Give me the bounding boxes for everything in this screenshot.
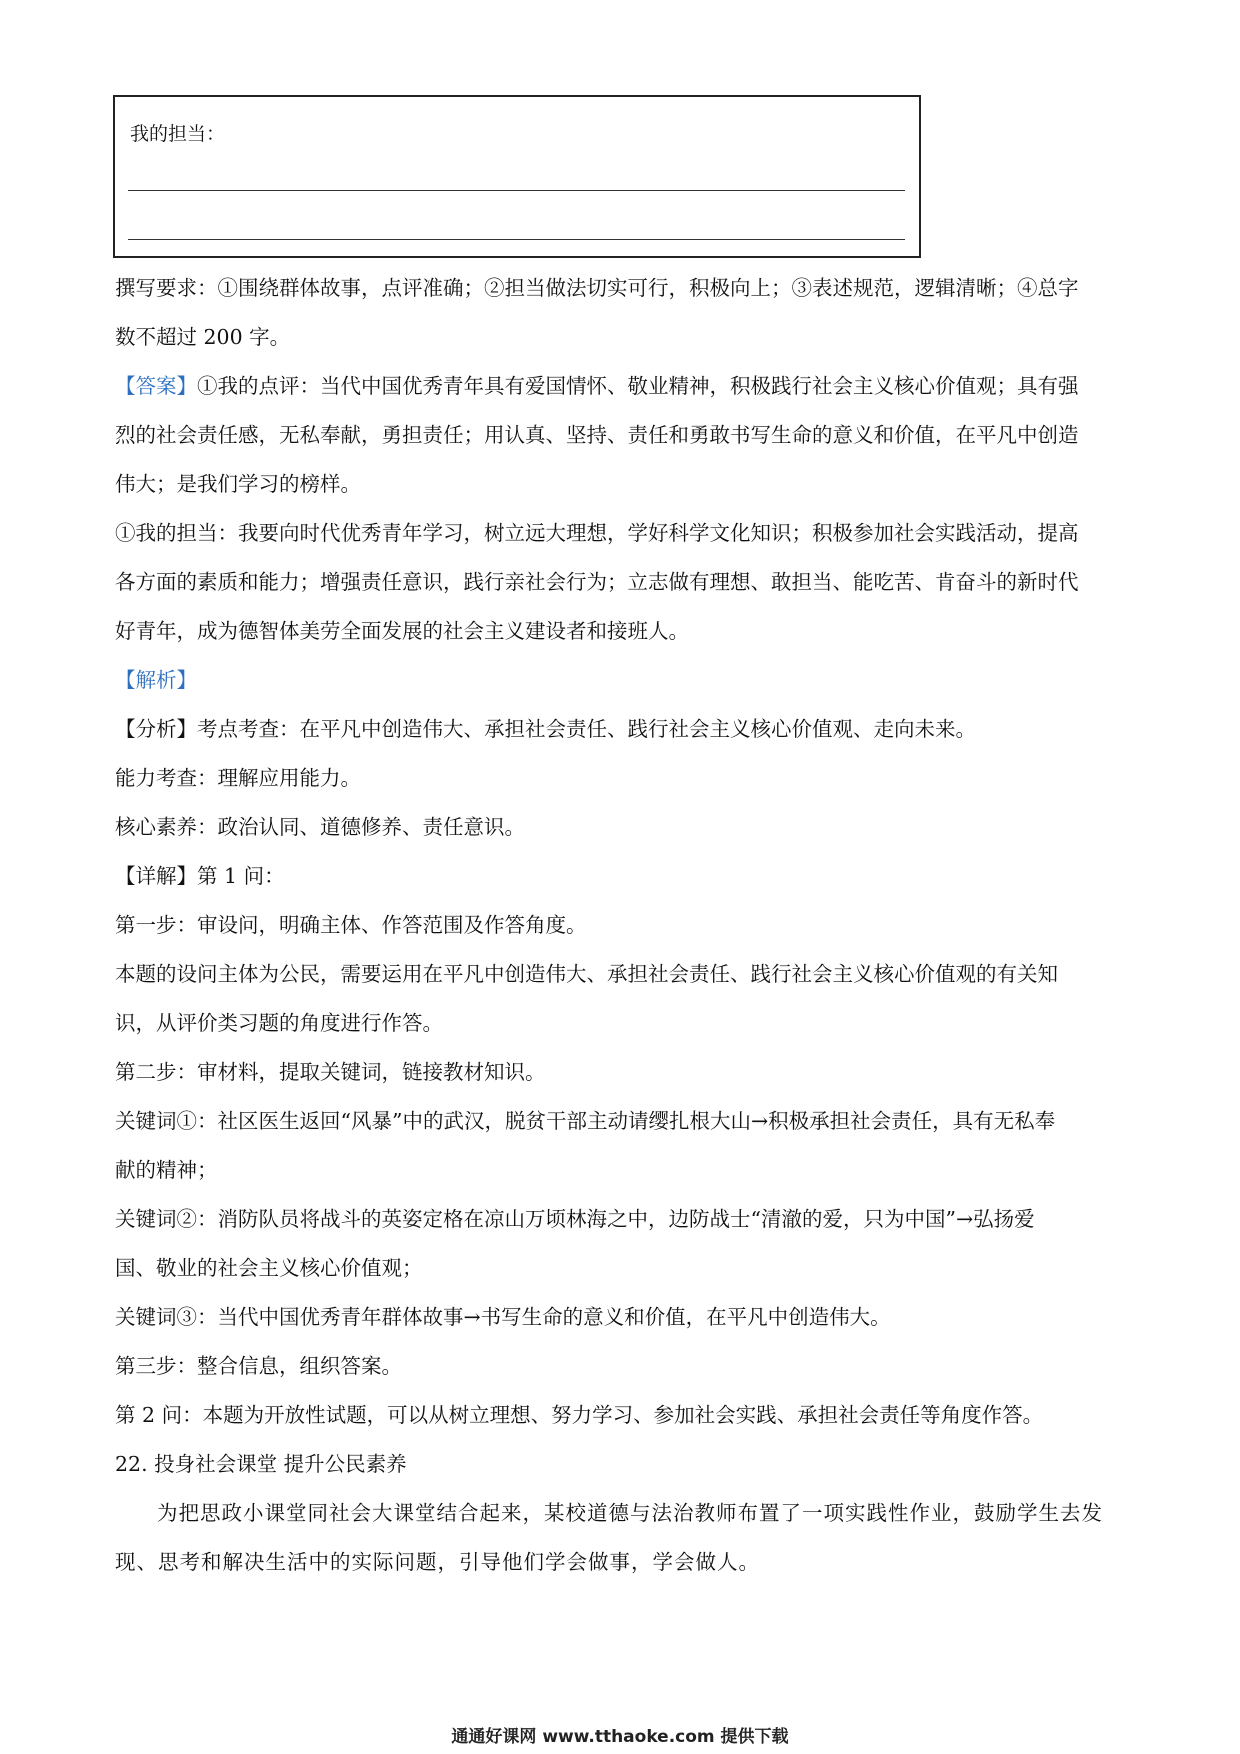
answer-line: 伟大；是我们学习的榜样。	[115, 472, 361, 496]
answer-line: 各方面的素质和能力；增强责任意识，践行亲社会行为；立志做有理想、敢担当、能吃苦、肯奋斗的新时代	[115, 570, 1079, 594]
question-22-intro: 为把思政小课堂同社会大课堂结合起来，某校道德与法治教师布置了一项实践性作业，鼓励学生去发现、思考和解决生活中的实际问题，引导他们学会做事，学会做人。	[115, 1501, 1103, 1574]
detail-line: 第 2 问：本题为开放性试题，可以从树立理想、努力学习、参加社会实践、承担社会责任等角度作答。	[115, 1403, 1044, 1427]
answer-line: 好青年，成为德智体美劳全面发展的社会主义建设者和接班人。	[115, 619, 689, 643]
answer-tag: 【答案】	[115, 374, 197, 398]
answer-line	[115, 362, 1130, 411]
answer-line: ①我的担当：我要向时代优秀青年学习，树立远大理想，学好科学文化知识；积极参加社会实践活动，提高	[115, 521, 1079, 545]
answer-text: ①我的点评：当代中国优秀青年具有爱国情怀、敬业精神，积极践行社会主义核心价值观；具有强	[197, 374, 1079, 398]
analysis-line: 核心素养：政治认同、道德修养、责任意识。	[115, 815, 525, 839]
analysis-tag: 【解析】	[115, 668, 197, 692]
detail-line: 关键词③：当代中国优秀青年群体故事→书写生命的意义和价值，在平凡中创造伟大。	[115, 1305, 891, 1329]
detail-line: 第一步：审设问，明确主体、作答范围及作答角度。	[115, 913, 587, 937]
detail-line: 识，从评价类习题的角度进行作答。	[115, 1011, 443, 1035]
requirement-line: 撰写要求：①围绕群体故事，点评准确；②担当做法切实可行，积极向上；③表述规范，逻辑清晰；④总字	[115, 276, 1079, 300]
detail-line: 【详解】第 1 问：	[115, 864, 285, 888]
requirement-line: 数不超过 200 字。	[115, 325, 291, 349]
detail-line: 关键词②：消防队员将战斗的英姿定格在凉山万顷林海之中，边防战士“清澈的爱，只为中国”→弘扬爱	[115, 1207, 1035, 1231]
detail-line: 第三步：整合信息，组织答案。	[115, 1354, 402, 1378]
document-body	[115, 264, 1130, 1587]
answer-box	[113, 95, 921, 258]
detail-line: 献的精神；	[115, 1158, 218, 1182]
page-footer: 通通好课网 www.tthaoke.com 提供下载	[451, 1727, 789, 1747]
analysis-heading	[115, 656, 1130, 705]
detail-line: 国、敬业的社会主义核心价值观；	[115, 1256, 423, 1280]
detail-line: 第二步：审材料，提取关键词，链接教材知识。	[115, 1060, 546, 1084]
analysis-line: 能力考查：理解应用能力。	[115, 766, 361, 790]
analysis-line: 【分析】考点考查：在平凡中创造伟大、承担社会责任、践行社会主义核心价值观、走向未来。	[115, 717, 976, 741]
question-22-title: 22. 投身社会课堂 提升公民素养	[115, 1452, 407, 1476]
detail-line: 本题的设问主体为公民，需要运用在平凡中创造伟大、承担社会责任、践行社会主义核心价值观的有关知	[115, 962, 1058, 986]
writing-line	[128, 239, 905, 240]
answer-line: 烈的社会责任感，无私奉献，勇担责任；用认真、坚持、责任和勇敢书写生命的意义和价值，在平凡中创造	[115, 423, 1079, 447]
box-label: 我的担当：	[130, 123, 226, 145]
writing-line	[128, 190, 905, 191]
detail-line: 关键词①：社区医生返回“风暴”中的武汉，脱贫干部主动请缨扎根大山→积极承担社会责任，具有无私奉	[115, 1109, 1056, 1133]
